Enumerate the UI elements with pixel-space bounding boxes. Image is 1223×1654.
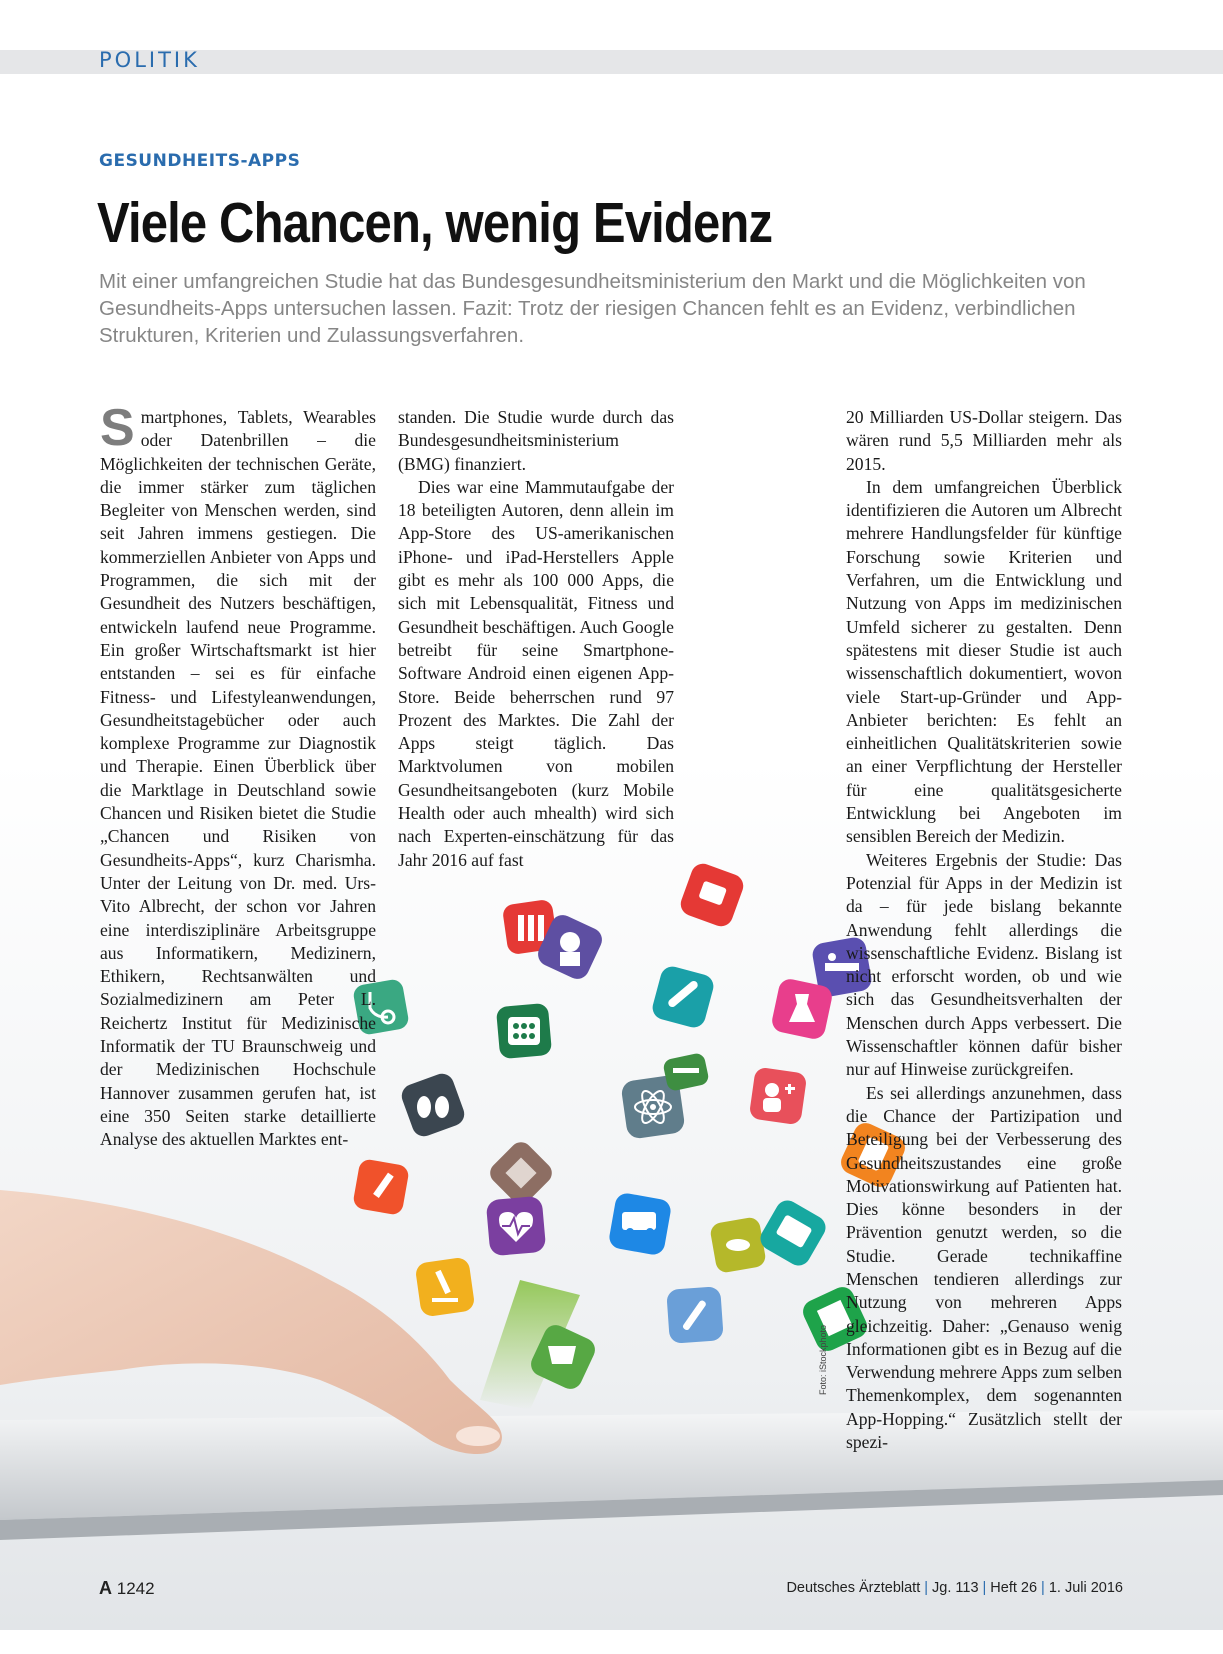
pill-hand-icon bbox=[709, 1216, 767, 1274]
body-paragraph: In dem umfangreichen Überblick identifizieren die Autoren um Albrecht mehrere Handlungsfelder für künftige Forschung sowie Kriterien und Verfahren, um die Entwicklung und Nutzung von Apps im medizinischen Umfeld sicherer zu gestalten. Denn spätestens mit dieser Studie ist auch wissenschaftlich dokumentiert, wovon viele Start-up-Gründer und App-Anbieter berichten: Es fehlt an einheitlichen Qualitätskriterien sowie an einer Verpflichtung der Hersteller für eine qualitätsgesicherte Entwicklung bei Angeboten im sensiblen Bereich der Medizin. bbox=[846, 476, 1122, 847]
article-column-2 bbox=[398, 406, 674, 872]
article-column-3 bbox=[846, 406, 1122, 1454]
page-number-value: 1242 bbox=[116, 1579, 155, 1598]
kicker: GESUNDHEITS-APPS bbox=[99, 151, 301, 171]
doctor-icon bbox=[749, 1067, 808, 1126]
section-label: POLITIK bbox=[99, 48, 200, 72]
body-paragraph: Dies war eine Mammutaufgabe der 18 beteiligten Autoren, denn allein im App-Store des US-amerikanischen iPhone- und iPad-Herstellers Apple gibt es mehr als 100 000 Apps, die sich mit Lebensqualität, Fitness und Gesundheit beschäftigen. Auch Google betreibt für seine Smartphone-Software Android einen eigenen App-Store. Beide beherrschen rund 97 Prozent des Marktes. Die Zahl der Apps steigt täglich. Das Marktvolumen von mobilen Gesundheitsangeboten (kurz Mobile Health oder auch mhealth) wird sich nach Experten-einschätzung für das Jahr 2016 auf fast bbox=[398, 476, 674, 870]
body-paragraph: Es sei allerdings anzunehmen, dass die Chance der Partizipation und Beteiligung bei der Verbesserung des Gesundheitszustandes eine große Motivationswirkung auf Patienten hat. Dies könne besonders in der Prävention genutzt werden, so die Studie. Gerade technikaffine Menschen tendieren allerdings zur Nutzung von mehreren Apps gleichzeitig. Daher: „Genauso wenig Informationen gibt es in Bezug auf die Verwendung mehrere Apps zum selben Themenkomplex, dem sogenannten App-Hopping.“ Zusätzlich stellt der spezi- bbox=[846, 1082, 1122, 1453]
ambulance-icon bbox=[608, 1192, 673, 1257]
headline: Viele Chancen, wenig Evidenz bbox=[97, 191, 773, 255]
syringe-icon bbox=[352, 1158, 410, 1216]
lead-paragraph: Mit einer umfangreichen Studie hat das Bundesgesundheitsministerium den Markt und die Möglichkeiten von Gesundheits-Apps untersuchen lassen. Fazit: Trotz der riesigen Chancen fehlt es an Evidenz, verbindlichen Strukturen, Kriterien und Zulassungsverfahren. bbox=[99, 270, 1086, 347]
pills-icon bbox=[496, 1003, 552, 1059]
body-paragraph: martphones, Tablets, Wearables oder Datenbrillen – die Möglichkeiten der technischen Geräte, die immer stärker zum täglichen Begleiter von Menschen werden, sind seit Jahren immens gestiegen. Die kommerziellen Anbieter von Apps und Programmen, die sich mit der Gesundheit des Nutzers beschäftigen, entwickeln laufend neue Programme. Ein großer Wirtschaftsmarkt ist hier entstanden – sei es für einfache Fitness- und Lifestyleanwendungen, Gesundheitstagebücher oder auch komplexe Programme zur Diagnostik und Therapie. Einen Überblick über die Marktlage in Deutschland sowie Chancen und Risiken bietet die Studie „Chancen und Risiken von Gesundheits-Apps“, kurz Charismha. Unter der Leitung von Dr. med. Urs-Vito Albrecht, der schon vor Jahren eine interdisziplinäre Arbeitsgruppe aus Informatikern, Medizinern, Ethikern, Rechtsanwälten und Sozialmedizinern am Peter L. Reichertz Institut für Medizinische Informatik der TU Braunschweig und der Medizinischen Hochschule Hannover zusammen gerufen hat, ist eine 350 Seiten starke detaillierte Analyse des aktuellen Marktes ent- bbox=[100, 407, 376, 1150]
dropcap: S bbox=[100, 399, 135, 457]
issue-date: 1. Juli 2016 bbox=[1048, 1580, 1123, 1596]
heartbeat-icon bbox=[486, 1196, 547, 1257]
footer-publication-line: Deutsches Ärzteblatt | Jg. 113 | Heft 26 | 1. Juli 2016 bbox=[786, 1580, 1123, 1596]
photo-credit: Foto: iStockphoto bbox=[818, 1324, 828, 1395]
issue: Heft 26 bbox=[990, 1580, 1038, 1596]
microscope-icon bbox=[415, 1257, 476, 1318]
flask-icon bbox=[770, 977, 834, 1041]
publication-name: Deutsches Ärzteblatt bbox=[786, 1580, 921, 1596]
article-column-1 bbox=[100, 399, 376, 1152]
body-paragraph: standen. Die Studie wurde durch das Bundesgesundheitsministerium (BMG) finanziert. bbox=[398, 407, 674, 474]
page-number bbox=[99, 1578, 155, 1599]
volume: Jg. 113 bbox=[932, 1580, 979, 1596]
body-paragraph: 20 Milliarden US-Dollar steigern. Das wären rund 5,5 Milliarden mehr als 2015. bbox=[846, 407, 1122, 474]
body-paragraph: Weiteres Ergebnis der Studie: Das Potenzial für Apps in der Medizin ist da – für jede bislang bekannte Anwendung fehlt allerdings die wissenschaftliche Evidenz. Bislang ist nicht erforscht worden, ob und wie sich das Gesundheitsverhalten der Menschen durch Apps verbessert. Die Wissenschaftler können dafür bisher nur auf Hinweise zurückgreifen. bbox=[846, 849, 1122, 1080]
page-prefix: A bbox=[99, 1578, 112, 1598]
pipette-icon bbox=[666, 1286, 724, 1344]
